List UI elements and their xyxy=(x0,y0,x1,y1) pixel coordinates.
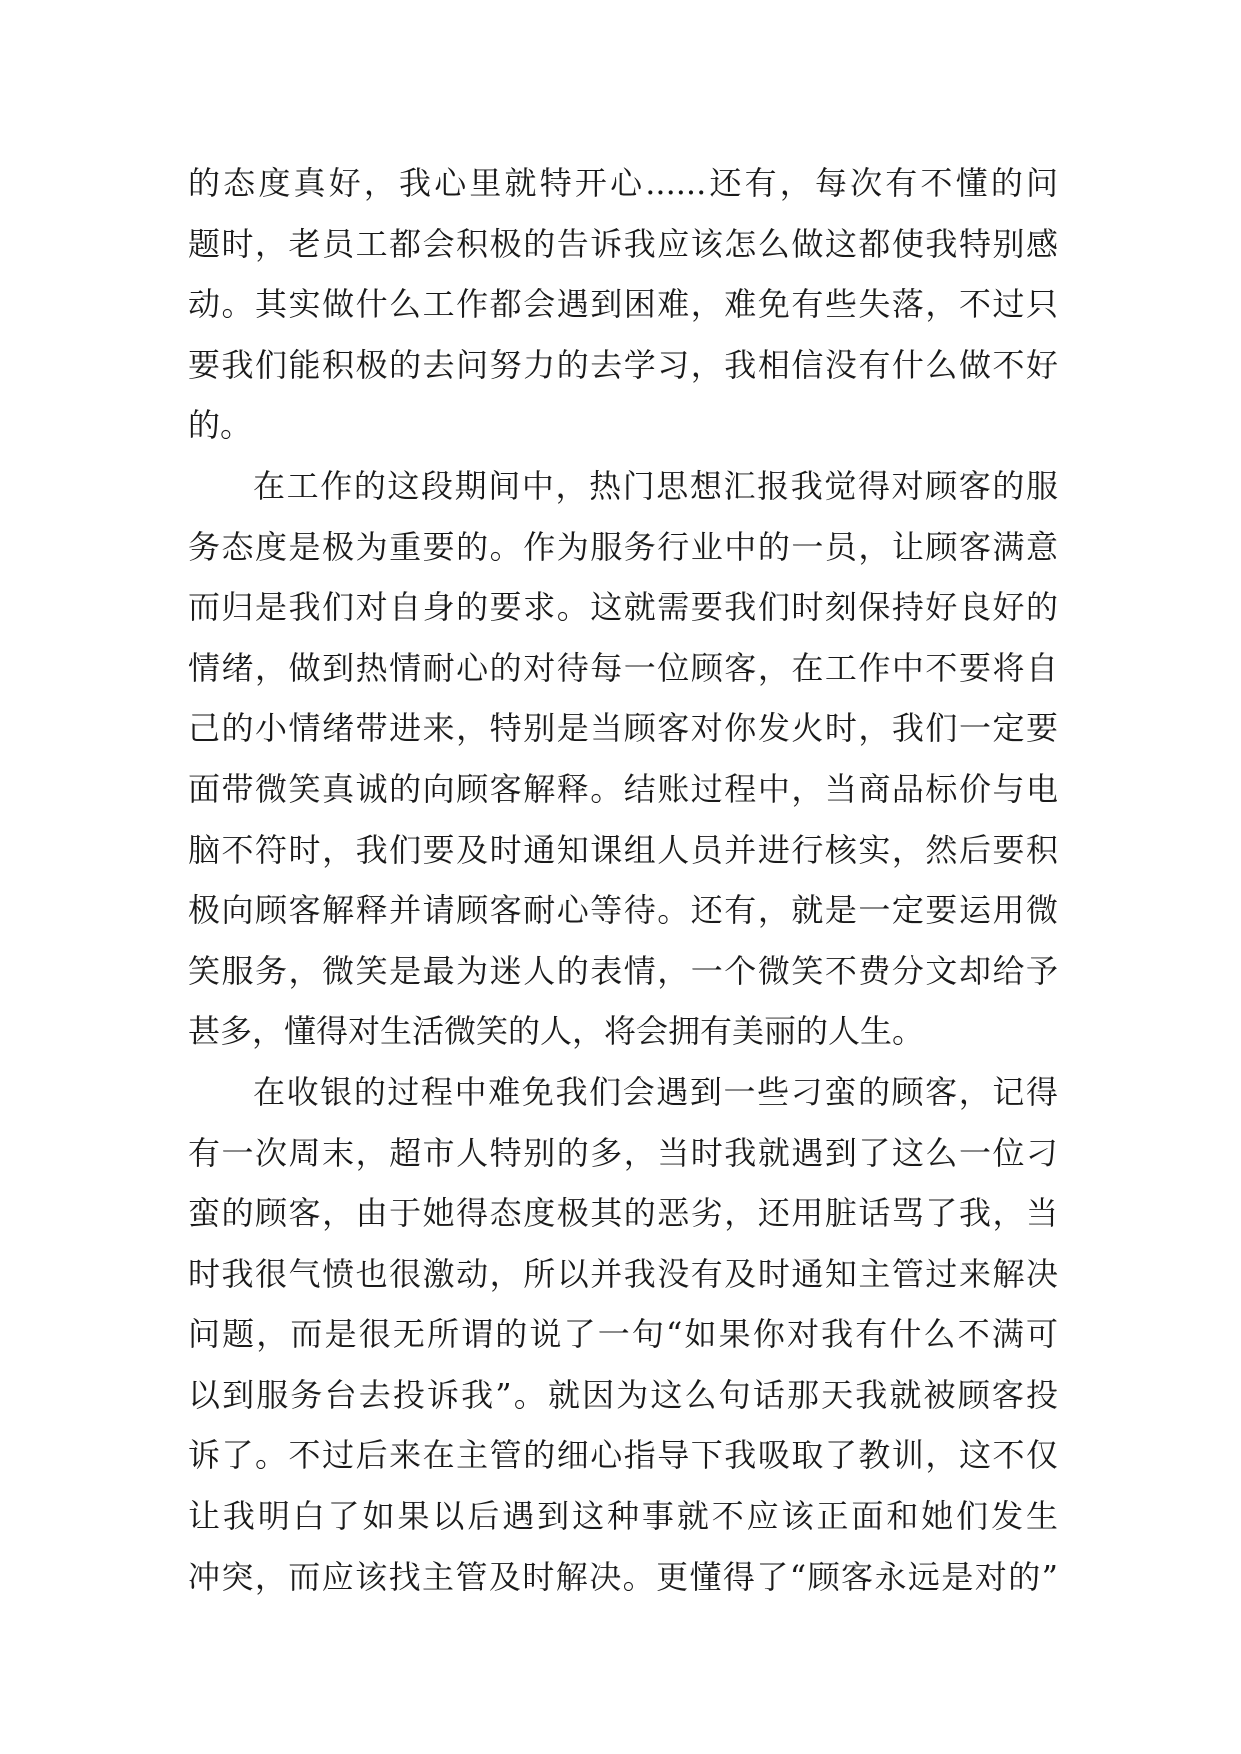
text-line: 动。其实做什么工作都会遇到困难，难免有些失落，不过只 xyxy=(188,285,1058,324)
text-line: 面带微笑真诚的向顾客解释。结账过程中，当商品标价与电 xyxy=(188,769,1058,808)
text-line: 极向顾客解释并请顾客耐心等待。还有，就是一定要运用微 xyxy=(188,891,1058,930)
text-line: 己的小情绪带进来，特别是当顾客对你发火时，我们一定要 xyxy=(188,709,1058,748)
text-line: 以到服务台去投诉我”。就因为这么句话那天我就被顾客投 xyxy=(188,1375,1058,1414)
text-line: 甚多，懂得对生活微笑的人，将会拥有美丽的人生。 xyxy=(188,1012,925,1051)
text-line: 的态度真好，我心里就特开心......还有，每次有不懂的问 xyxy=(188,164,1058,202)
text-line: 情绪，做到热情耐心的对待每一位顾客，在工作中不要将自 xyxy=(188,648,1058,687)
text-line: 务态度是极为重要的。作为服务行业中的一员，让顾客满意 xyxy=(188,527,1058,566)
body-text xyxy=(188,153,1058,1607)
text-line: 而归是我们对自身的要求。这就需要我们时刻保持好良好的 xyxy=(188,588,1058,627)
text-line: 有一次周末，超市人特别的多，当时我就遇到了这么一位刁 xyxy=(188,1133,1058,1172)
text-line: 问题，而是很无所谓的说了一句“如果你对我有什么不满可 xyxy=(188,1315,1058,1354)
text-line: 的。 xyxy=(188,406,253,445)
text-line: 笑服务，微笑是最为迷人的表情，一个微笑不费分文却给予 xyxy=(188,951,1058,990)
text-line: 蛮的顾客，由于她得态度极其的恶劣，还用脏话骂了我，当 xyxy=(188,1194,1058,1233)
text-line: 时我很气愤也很激动，所以并我没有及时通知主管过来解决 xyxy=(188,1254,1058,1293)
text-line: 在工作的这段期间中，热门思想汇报我觉得对顾客的服 xyxy=(253,466,1058,505)
text-line: 诉了。不过后来在主管的细心指导下我吸取了教训，这不仅 xyxy=(188,1436,1058,1475)
text-line: 在收银的过程中难免我们会遇到一些刁蛮的顾客，记得 xyxy=(253,1072,1058,1111)
text-line: 冲突，而应该找主管及时解决。更懂得了“顾客永远是对的” xyxy=(188,1557,1058,1596)
text-line: 让我明白了如果以后遇到这种事就不应该正面和她们发生 xyxy=(188,1497,1058,1536)
text-line: 题时，老员工都会积极的告诉我应该怎么做这都使我特别感 xyxy=(188,224,1058,263)
text-line: 脑不符时，我们要及时通知课组人员并进行核实，然后要积 xyxy=(188,830,1058,869)
text-line: 要我们能积极的去问努力的去学习，我相信没有什么做不好 xyxy=(188,345,1058,384)
